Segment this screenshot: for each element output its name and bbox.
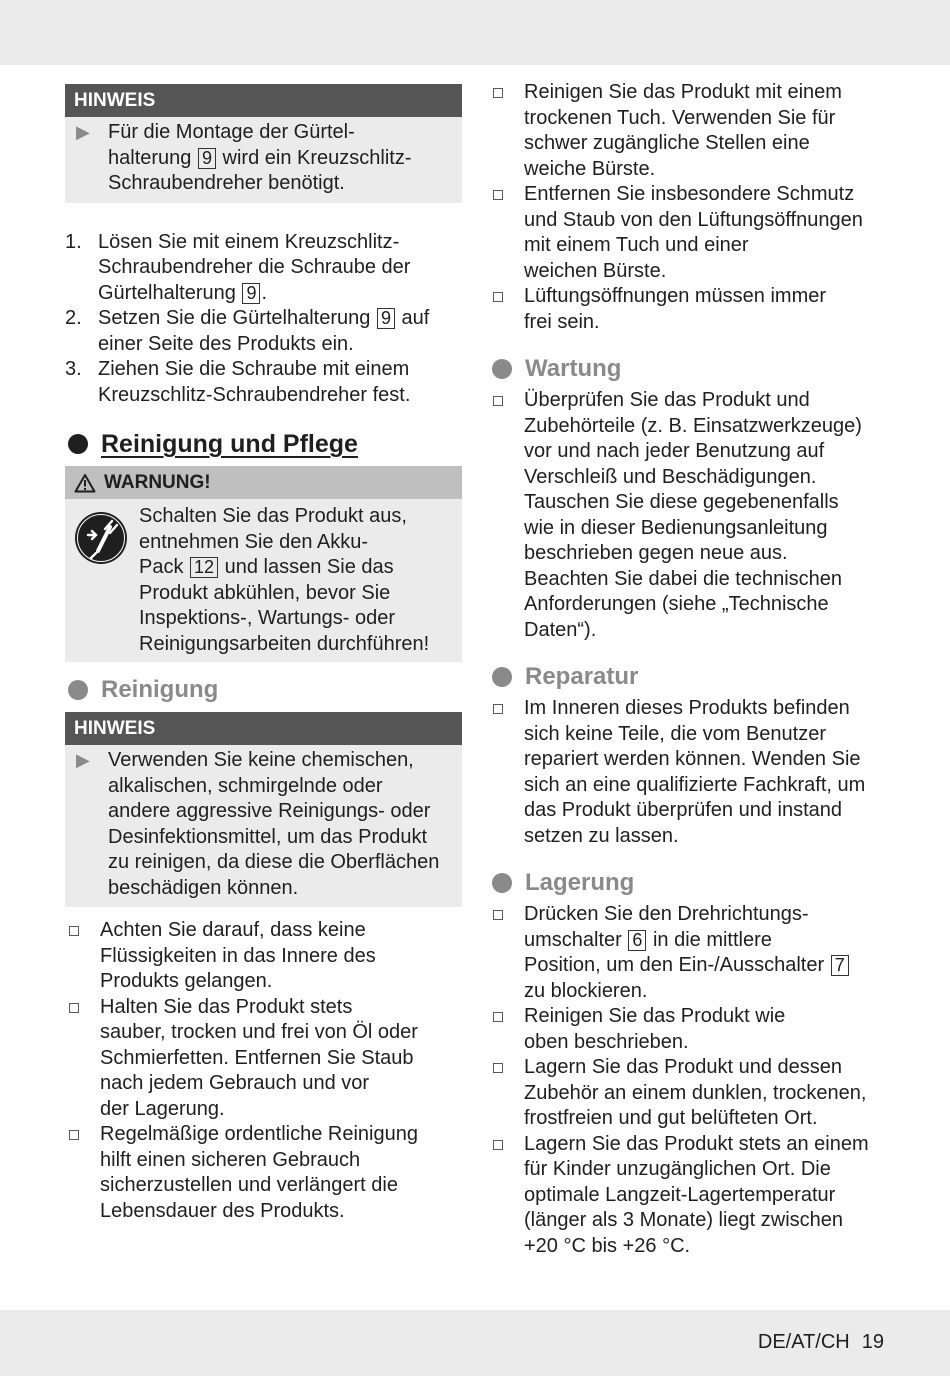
ref-number: 12 — [190, 557, 218, 578]
list-item: 1. Lösen Sie mit einem Kreuzschlitz- Schraubendreher die Schraube der Gürtelhalterung 9 . — [65, 230, 411, 304]
left-column — [65, 84, 462, 1224]
hinweis-title: HINWEIS — [65, 712, 462, 745]
warnung-title: WARNUNG! — [104, 472, 211, 493]
arrow-right-icon: ▶ — [76, 750, 90, 770]
checkbox-square-icon — [493, 292, 503, 302]
checkbox-square-icon — [493, 1140, 503, 1150]
list-item: Drücken Sie den Drehrichtungs- umschalter 6 in die mittlere Position, um den Ein-/Ausschalter 7 zu blockieren. — [489, 902, 889, 1004]
list-item: Reinigen Sie das Produkt mit einem trockenen Tuch. Verwenden Sie für schwer zugängliche Stellen eine weiche Bürste. — [489, 80, 889, 182]
ref-number: 6 — [628, 930, 646, 951]
montage-steps — [65, 230, 462, 409]
page-number: 19 — [861, 1331, 884, 1353]
list-item: Lagern Sie das Produkt und dessen Zubehör an einem dunklen, trockenen, frostfreien und gut belüfteten Ort. — [489, 1055, 889, 1132]
lagerung-bullets — [489, 902, 889, 1259]
list-item: 2. Setzen Sie die Gürtelhalterung 9 auf einer Seite des Produkts ein. — [65, 307, 430, 355]
checkbox-square-icon — [493, 88, 503, 98]
checkbox-square-icon — [493, 704, 503, 714]
ref-number: 9 — [242, 283, 260, 304]
checkbox-square-icon — [493, 1063, 503, 1073]
warnung-box: WARNUNG! Schalten Sie das Produkt aus, entnehmen Sie den Akku- Pack 12 und lassen Sie das Produkt abkühlen, bevor Sie Inspektions-, Wartungs- oder Reinigungsarbeiten durchführen! — [65, 466, 462, 662]
list-item: 3. Ziehen Sie die Schraube mit einem Kreuzschlitz-Schraubendreher fest. — [65, 358, 411, 406]
right-column — [489, 80, 889, 1259]
list-item: Lüftungsöffnungen müssen immer frei sein. — [489, 284, 889, 335]
warning-triangle-icon — [74, 473, 96, 493]
checkbox-square-icon — [493, 396, 503, 406]
disconnect-plug-icon — [74, 511, 128, 565]
list-item: Regelmäßige ordentliche Reinigung hilft einen sicheren Gebrauch sicherzustellen und verlängert die Lebensdauer des Produkts. — [65, 1122, 462, 1224]
bullet-dot-icon — [68, 434, 88, 454]
hinweis-title: HINWEIS — [65, 84, 462, 117]
section-heading-reparatur: Reparatur — [489, 662, 889, 692]
checkbox-square-icon — [69, 926, 79, 936]
section-heading-lagerung: Lagerung — [489, 868, 889, 898]
list-item: Entfernen Sie insbesondere Schmutz und Staub von den Lüftungsöffnungen mit einem Tuch und einer weichen Bürste. — [489, 182, 889, 284]
list-item: Reinigen Sie das Produkt wie oben beschrieben. — [489, 1004, 889, 1055]
page-footer — [758, 1330, 884, 1356]
wartung-bullets — [489, 388, 889, 643]
section-heading-wartung: Wartung — [489, 354, 889, 384]
hinweis-box-reinigung: HINWEIS ▶ Verwenden Sie keine chemischen, alkalischen, schmirgelnde oder andere aggressive Reinigungs- oder Desinfektionsmittel, um das Produkt zu reinigen, da diese die Oberflächen beschädigen können. — [65, 712, 462, 907]
ref-number: 7 — [831, 955, 849, 976]
top-bar — [0, 0, 950, 65]
footer-region: DE/AT/CH — [757, 1331, 850, 1353]
checkbox-square-icon — [493, 910, 503, 920]
reinigung-bullets-continued — [489, 80, 889, 335]
ref-number: 9 — [198, 148, 216, 169]
checkbox-square-icon — [69, 1130, 79, 1140]
list-item: Achten Sie darauf, dass keine Flüssigkeiten in das Innere des Produkts gelangen. — [65, 918, 462, 995]
list-item: Lagern Sie das Produkt stets an einem für Kinder unzugänglichen Ort. Die optimale Langzeit-Lagertemperatur (länger als 3 Monate) liegt zwischen +20 °C bis +26 °C. — [489, 1132, 889, 1260]
list-item: Überprüfen Sie das Produkt und Zubehörteile (z. B. Einsatzwerkzeuge) vor und nach jeder Benutzung auf Verschleiß und Beschädigungen. Tauschen Sie diese gegebenenfalls wie in dieser Bedienungsanleitung beschrieben gegen neue aus. Beachten Sie dabei die technischen Anforderungen (siehe „Technische Daten“). — [489, 388, 889, 643]
section-heading-reinigung-und-pflege: Reinigung und Pflege — [65, 429, 462, 459]
list-item: Im Inneren dieses Produkts befinden sich keine Teile, die vom Benutzer repariert werden können. Wenden Sie sich an eine qualifizierte Fachkraft, um das Produkt überprüfen und instand setzen zu lassen. — [489, 696, 889, 849]
hinweis-box-montage: HINWEIS ▶ Für die Montage der Gürtel- halterung 9 wird ein Kreuzschlitz- Schraubendreher benötigt. — [65, 84, 462, 203]
bullet-dot-icon — [492, 359, 512, 379]
list-item: Halten Sie das Produkt stets sauber, trocken und frei von Öl oder Schmierfetten. Entfernen Sie Staub nach jedem Gebrauch und vor der Lagerung. — [65, 995, 462, 1123]
bullet-dot-icon — [492, 667, 512, 687]
section-heading-reinigung: Reinigung — [65, 675, 462, 705]
bullet-dot-icon — [68, 680, 88, 700]
ref-number: 9 — [377, 308, 395, 329]
arrow-right-icon: ▶ — [76, 122, 90, 142]
checkbox-square-icon — [493, 1012, 503, 1022]
bullet-dot-icon — [492, 873, 512, 893]
checkbox-square-icon — [69, 1003, 79, 1013]
reparatur-bullets — [489, 696, 889, 849]
checkbox-square-icon — [493, 190, 503, 200]
reinigung-bullets — [65, 918, 462, 1224]
